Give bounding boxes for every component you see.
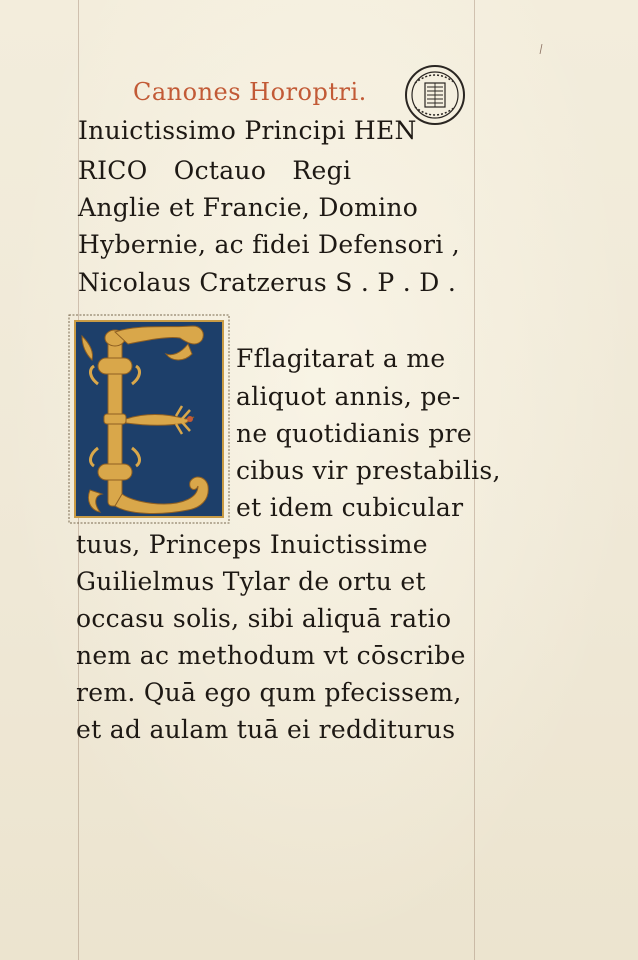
illuminated-initial-e [68,314,230,524]
dedication-line: Hybernie, ac fidei Defensori , [78,230,461,259]
page-heading: Canones Horoptri. [133,78,367,106]
body-line: Fflagitarat a me [236,344,446,373]
body-line: nem ac methodum vt cōscribe [76,641,466,670]
dedication-line: RICO Octauo Regi [78,156,352,185]
body-line: cibus vir prestabilis, [236,456,501,485]
body-line: tuus, Princeps Inuictissime [76,530,428,559]
body-line: aliquot annis, pe- [236,382,461,411]
margin-mark-icon [536,44,546,54]
dedication-line: Anglie et Francie, Domino [78,193,419,222]
body-line: rem. Quā ego qum pfecissem, [76,678,462,707]
body-line: et ad aulam tuā ei redditurus [76,715,456,744]
body-line: ne quotidianis pre [236,419,472,448]
body-line: Guilielmus Tylar de ortu et [76,567,426,596]
body-line: occasu solis, sibi aliquā ratio [76,604,452,633]
body-line: et idem cubicular [236,493,464,522]
dedication-line: Nicolaus Cratzerus S . P . D . [78,268,457,297]
dedication-line: Inuictissimo Principi HEN [78,116,417,145]
